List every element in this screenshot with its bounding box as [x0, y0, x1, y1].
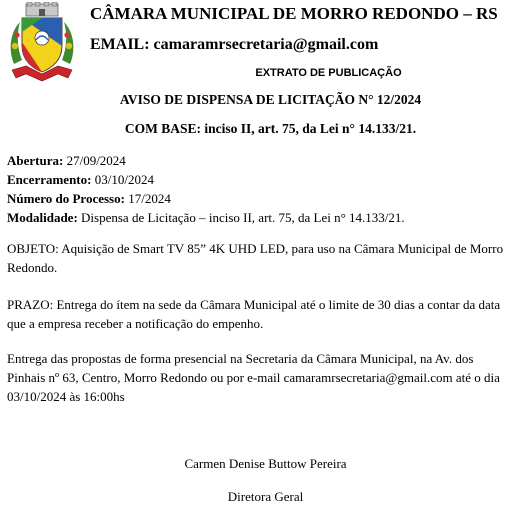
process-value: 17/2024 — [124, 191, 171, 206]
header-title: CÂMARA MUNICIPAL DE MORRO REDONDO – RS — [90, 4, 498, 23]
notice-details — [7, 151, 405, 227]
signatory-name: Carmen Denise Buttow Pereira — [184, 456, 347, 471]
header-email: EMAIL: camaramrsecretaria@gmail.com — [90, 36, 379, 53]
process-label: Número do Processo: — [7, 191, 125, 206]
notice-title: AVISO DE DISPENSA DE LICITAÇÃO N° 12/2024 — [119, 92, 422, 107]
opening-label: Abertura: — [7, 153, 64, 168]
modality-label: Modalidade: — [7, 210, 78, 225]
process-row — [7, 189, 405, 208]
closing-label: Encerramento: — [7, 172, 92, 187]
closing-value: 03/10/2024 — [91, 172, 154, 187]
deadline-paragraph: PRAZO: Entrega do ítem na sede da Câmara Municipal até o limite de 30 dias a contar da data que a empresa receber a notificação do empenho. — [7, 297, 501, 331]
modality-row — [7, 208, 405, 227]
opening-value: 27/09/2024 — [63, 153, 126, 168]
closing-row — [7, 170, 405, 189]
object-paragraph: OBJETO: Aquisição de Smart TV 85” 4K UHD LED, para uso na Câmara Municipal de Morro Redondo. — [7, 241, 504, 275]
legal-basis: COM BASE: inciso II, art. 75, da Lei n° 14.133/21. — [124, 121, 417, 136]
opening-row — [7, 151, 405, 170]
submission-paragraph: Entrega das propostas de forma presencial na Secretaria da Câmara Municipal, na Av. dos Pinhais nº 63, Centro, Morro Redondo ou por e-mail camaramrsecretaria@gmail.com até o dia 03/10/2024 às 16:00hs — [7, 351, 500, 404]
modality-value: Dispensa de Licitação – inciso II, art. 75, da Lei n° 14.133/21. — [77, 210, 405, 225]
publication-extract-label: EXTRATO DE PUBLICAÇÃO — [255, 67, 402, 79]
signatory-role: Diretora Geral — [227, 489, 304, 504]
